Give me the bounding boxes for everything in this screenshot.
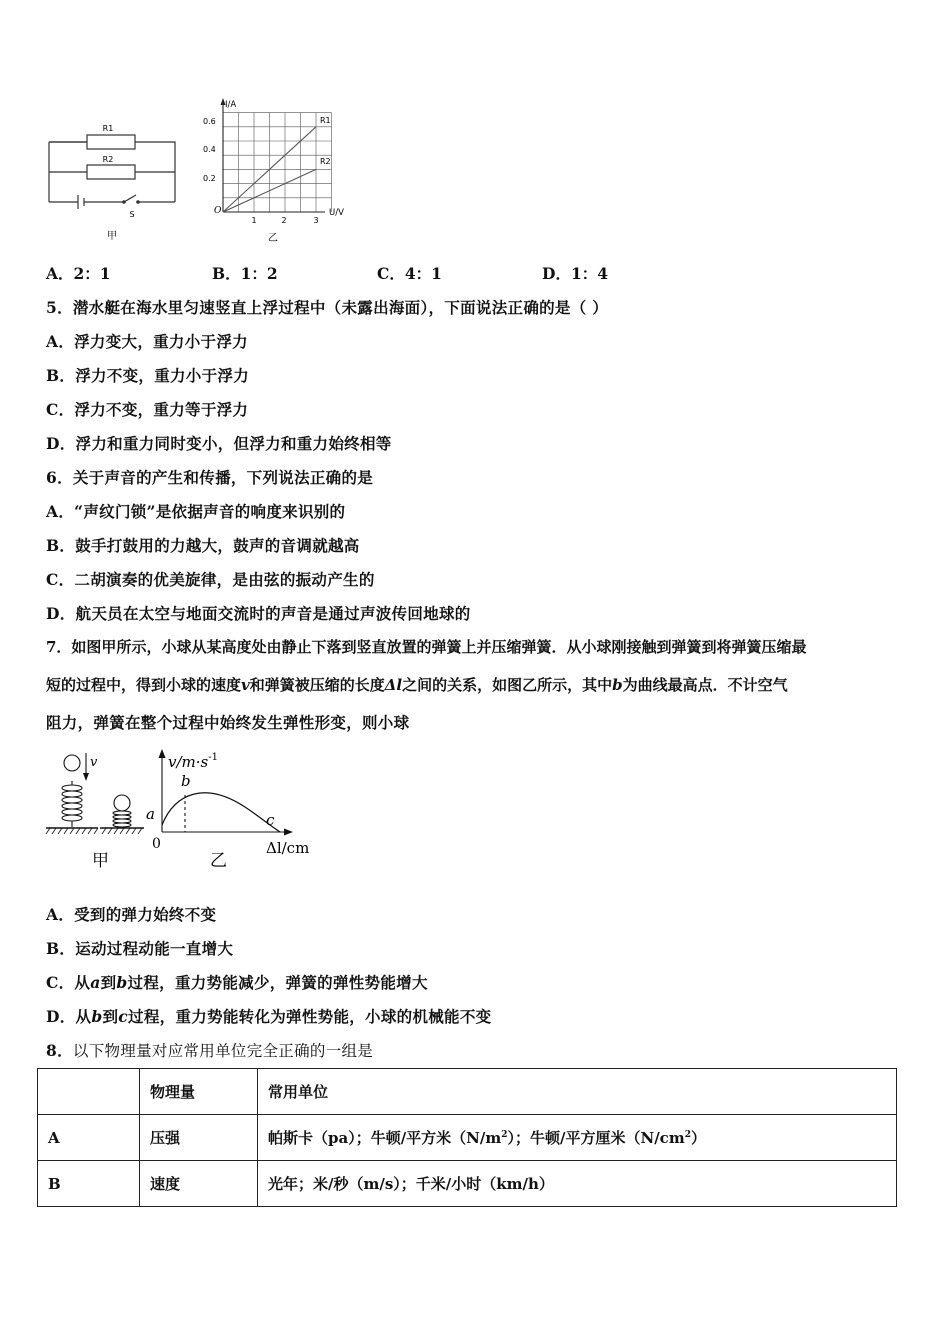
q7-stem-part-b: 和弹簧被压缩的长度 [249,676,385,694]
q6-option-d[interactable]: D．航天员在太空与地面交流时的声音是通过声波传回地球的 [46,604,471,623]
var-v: v [241,676,250,694]
q7-option-a[interactable]: A．受到的弹力始终不变 [46,905,217,924]
q7c-pre: C．从 [46,973,91,992]
q7d-var-c: c [118,1007,129,1026]
x-tick-3: 3 [313,216,319,225]
circuit-caption: 甲 [107,231,117,242]
q4-option-d[interactable]: D．1：4 [542,264,609,283]
y-tick-0.6: 0.6 [203,117,216,126]
q8-stem [46,1039,373,1061]
var-b: b [612,676,623,694]
q7c-mid: 到 [100,973,117,992]
q7d-var-b: b [91,1007,103,1026]
fig7-point-b: b [181,772,191,790]
units-sup: 2 [501,1130,508,1140]
q5-option-a[interactable]: A．浮力变大，重力小于浮力 [46,332,248,351]
q7d-mid: 到 [102,1007,119,1026]
q7-stem-part-c: 之间的关系，如图乙所示，其中 [402,676,613,694]
fig7-y-label-text: v/m·s [168,753,209,771]
r1-label: R1 [102,124,114,133]
units-part: ）；牛顿/平方厘米（N/cm [507,1129,685,1147]
spring-ball-figure [40,745,330,873]
q5-option-b[interactable]: B．浮力不变，重力小于浮力 [46,366,250,385]
header-cell-empty [38,1069,140,1115]
row-label: A [38,1115,140,1161]
q7d-pre: D．从 [46,1007,92,1026]
q7-stem-part-d: 为曲线最高点．不计空气 [622,676,788,694]
switch-pivot [122,200,126,204]
y-axis-label: I/A [225,100,237,110]
q6-option-c[interactable]: C．二胡演奏的优美旋律，是由弦的振动产生的 [46,570,375,589]
fig7-x-label: Δl/cm [266,839,310,857]
q5-option-d[interactable]: D．浮力和重力同时变小，但浮力和重力始终相等 [46,434,392,453]
table-row [38,1115,897,1161]
units-sup: 2 [684,1130,691,1140]
y-tick-0.2: 0.2 [203,174,216,183]
q8-text: 以下物理量对应常用单位完全正确的一组是 [72,1042,374,1060]
spring-left [62,781,82,827]
q7-stem-part-a: 短的过程中，得到小球的速度 [46,676,242,694]
q5-option-c[interactable]: C．浮力不变，重力等于浮力 [46,400,249,419]
x-tick-2: 2 [281,216,287,225]
spring-compressed [113,811,131,827]
q7-stem-line3: 阻力，弹簧在整个过程中始终发生弹性形变，则小球 [46,713,410,732]
line-r2-label: R2 [320,157,331,166]
table-row [38,1161,897,1207]
q7d-post: 过程，重力势能转化为弹性势能，小球的机械能不变 [128,1007,492,1026]
row-quantity: 压强 [140,1115,258,1161]
header-cell-quantity: 物理量 [140,1069,258,1115]
fig7-y-label-sup: -1 [208,752,218,763]
q7-option-d[interactable] [46,1005,491,1027]
fig7-caption-right: 乙 [210,851,227,871]
origin-label: O [214,206,222,216]
fig7-origin: 0 [152,836,161,852]
fig7-y-label [168,752,218,771]
q4-option-a[interactable]: A．2：1 [46,264,111,283]
header-cell-units: 常用单位 [258,1069,897,1115]
units-part: 光年；米/秒（m/s）；千米/小时（km/h） [268,1175,554,1193]
switch-contact [136,200,140,204]
q5-stem: 5．潜水艇在海水里匀速竖直上浮过程中（未露出海面），下面说法正确的是（ ） [46,298,609,317]
q7c-var-b: b [116,973,128,992]
units-part: ） [690,1129,706,1147]
fig7-point-c: c [266,811,275,829]
x-tick-1: 1 [251,216,257,225]
var-delta-l: Δl [384,676,403,694]
line-r1-label: R1 [320,116,331,125]
q7-stem-line1: 7．如图甲所示，小球从某高度处由静止下落到竖直放置的弹簧上并压缩弹簧．从小球刚接触到弹簧到将弹簧压缩最 [46,638,807,656]
switch-label: S [129,210,135,219]
circuit-diagram [40,115,185,245]
x-axis-label: U/V [329,208,344,218]
q4-option-c[interactable]: C．4：1 [377,264,442,283]
fig7-v-label: v [90,755,98,770]
y-tick-0.4: 0.4 [203,145,216,154]
graph-caption: 乙 [268,233,278,244]
q7-stem-line2 [46,674,788,695]
q8-number: 8． [46,1041,73,1060]
row-quantity: 速度 [140,1161,258,1207]
row-units [258,1161,897,1207]
q7-option-b[interactable]: B．运动过程动能一直增大 [46,939,234,958]
iu-graph [195,95,360,247]
q7c-var-a: a [90,973,101,992]
units-part: 帕斯卡（pa）；牛顿/平方米（N/m [268,1129,502,1147]
q4-option-b[interactable]: B．1：2 [212,264,278,283]
fig7-point-a: a [146,805,155,823]
q7c-post: 过程，重力势能减少，弹簧的弹性势能增大 [127,973,428,992]
q7-option-c[interactable] [46,971,428,993]
q6-option-a[interactable]: A．“声纹门锁”是依据声音的响度来识别的 [46,502,346,521]
fig7-caption-left: 甲 [92,851,109,871]
r2-label: R2 [102,155,114,164]
table-header-row [38,1069,897,1115]
row-units [258,1115,897,1161]
units-table [37,1068,897,1207]
q6-stem: 6．关于声音的产生和传播，下列说法正确的是 [46,468,374,487]
q6-option-b[interactable]: B．鼓手打鼓用的力越大，鼓声的音调就越高 [46,536,360,555]
row-label: B [38,1161,140,1207]
